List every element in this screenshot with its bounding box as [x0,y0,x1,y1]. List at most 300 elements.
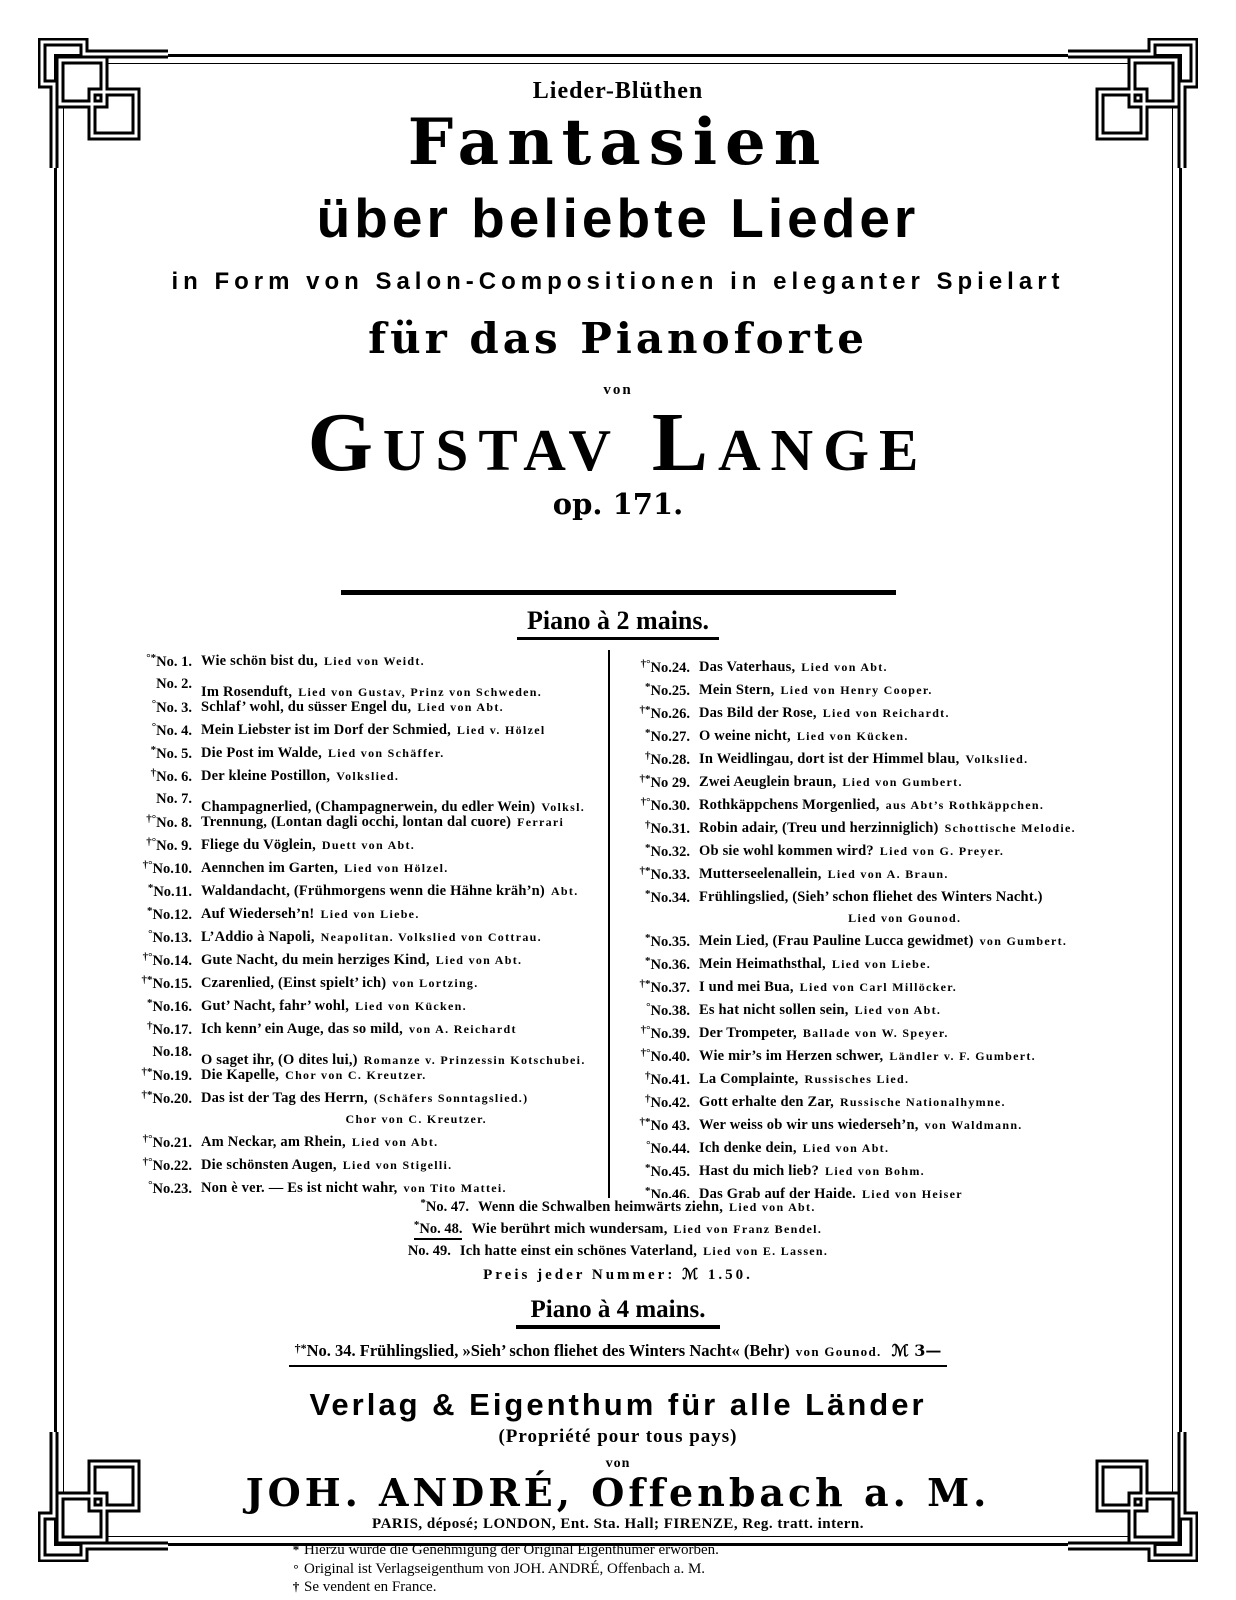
entry-number-group [620,977,690,1000]
catalog [122,650,1116,1198]
catalog-entry [620,794,1116,817]
entry-title: Aennchen im Garten, [201,860,339,876]
entry-number: No.17. [152,1022,192,1038]
catalog-extra-rows [0,1196,1236,1262]
entry-title: Wie schön bist du, [201,653,318,669]
entry-title: Die schönsten Augen, [201,1157,337,1173]
two-hands-heading: Piano à 2 mains. [517,606,719,640]
entry-number-group [620,887,690,910]
footnote-marker: * [413,1219,420,1231]
entry-number-group [620,1000,690,1023]
entry-number-group [122,973,192,996]
footnote-marker: †° [640,658,651,670]
byline-von: von [603,382,633,398]
entry-composer: Lied v. Hölzel [456,723,546,737]
footnote-marker: †* [141,1066,153,1078]
publisher-rights-sub: (Propriété pour tous pays) [498,1426,738,1447]
entry-number-group [122,1132,192,1155]
entry-number-group [122,1088,192,1111]
entry-number: No.39. [650,1026,690,1042]
footnote-marker: * [645,727,651,739]
entry-number: No.15. [152,976,192,992]
entry-number-group [620,772,690,795]
composer-name: Gustav Lange [307,396,929,489]
entry-number-group [408,1240,451,1262]
price-line: Preis jeder Nummer: ℳ 1.50. [483,1267,753,1283]
entry-title: Fliege du Vöglein, [201,837,316,853]
entry-continuation: Chor von C. Kreutzer. [345,1112,487,1126]
catalog-entry [122,995,608,1018]
entry-number-group [620,657,690,680]
entry-title: O weine nicht, [699,728,791,744]
catalog-entry [0,1218,1236,1240]
entry-number-group [620,1092,690,1115]
footnote-marker: * [645,932,651,944]
footnote-marker: † [292,1579,300,1594]
entry-title: Gott erhalte den Zar, [699,1094,834,1110]
footnote-marker: * [645,1185,651,1197]
entry-composer: Lied von Liebe. [320,907,420,921]
entry-number: No. 6. [156,769,192,785]
entry-title: Czarenlied, (Einst spielt’ ich) [201,975,387,991]
entry-title: Mutterseelenallein, [699,866,822,882]
entry-composer: Lied von Abt. [417,700,504,714]
entry-number: No.12. [152,907,192,923]
entry-number-group [414,1218,463,1240]
entry-number: No.24. [650,660,690,676]
entry-number-group [122,766,192,789]
entry-number-group [122,697,192,720]
entry-number-group [122,812,192,835]
four-hands-heading: Piano à 4 mains. [516,1296,719,1329]
catalog-entry [122,903,608,926]
catalog-entry [122,696,608,719]
entry-title: Die Post im Walde, [201,745,322,761]
horizontal-rule [341,590,896,595]
instrument-line: für das Pianoforte [368,314,868,363]
footnote-marker: †° [142,1133,153,1145]
catalog-entry [122,719,608,742]
entry-number: No.44. [650,1141,690,1157]
footnote-marker: † [147,1020,153,1032]
entry-number-group [620,1023,690,1046]
entry-number-group [620,931,690,954]
entry-composer: Romanze v. Prinzessin Kotschubei. [363,1053,586,1067]
entry-number: No.45. [650,1164,690,1180]
entry-price: ℳ 3— [891,1341,942,1360]
entry-number-group [620,795,690,818]
entry-composer: Lied von Abt. [435,953,523,967]
entry-number: No.42. [650,1095,690,1111]
footnote-marker: †* [639,865,651,877]
footnote-marker: †° [142,951,153,963]
catalog-column-right [608,650,1116,1198]
footnote [288,1560,948,1579]
catalog-entry [620,930,1116,953]
entry-title: Im Rosenduft, [201,684,293,700]
entry-title: Gute Nacht, du mein herziges Kind, [201,952,430,968]
entry-number: No.32. [650,844,690,860]
footnote-marker: †* [141,974,153,986]
entry-title: Schlaf’ wohl, du süsser Engel du, [201,699,412,715]
entry-number-group [620,703,690,726]
entry-number: No. 4. [156,723,192,739]
entry-title: Es hat nicht sollen sein, [699,1002,849,1018]
header [0,78,1236,521]
catalog-entry [620,976,1116,999]
catalog-entry [122,1131,608,1154]
entry-title: Das Bild der Rose, [699,705,817,721]
entry-number: No. 3. [156,700,192,716]
entry-number-group [620,680,690,703]
entry-title: Wer weiss ob wir uns wiederseh’n, [699,1117,919,1133]
entry-composer: Ballade von W. Speyer. [802,1026,949,1040]
entry-title: L’Addio à Napoli, [201,929,315,945]
footnote-marker: †* [639,773,651,785]
entry-number-group [620,954,690,977]
entry-title: La Complainte, [699,1071,799,1087]
footnote-text: Se vendent en France. [304,1579,437,1595]
catalog-entry [620,702,1116,725]
form-line: in Form von Salon-Compositionen in eleganter Spielart [171,268,1065,295]
entry-title: Non è ver. — Es ist nicht wahr, [201,1180,398,1196]
entry-title: Gut’ Nacht, fahr’ wohl, [201,998,350,1014]
entry-number: No. 8. [156,815,192,831]
footnote-marker: * [645,1162,651,1174]
footnote-marker: * [645,955,651,967]
entry-title: Das Grab auf der Haide. [699,1186,856,1198]
catalog-entry [620,999,1116,1022]
entry-composer: Russische Nationalhymne. [839,1095,1006,1109]
entry-composer: Lied von Gumbert. [842,775,963,789]
catalog-entry [0,1196,1236,1218]
catalog-entry [122,650,608,673]
entry-number: No. 34. [306,1341,360,1360]
entry-composer: Lied von Abt. [854,1003,942,1017]
footnote-marker: °* [146,652,157,664]
catalog-entry [122,834,608,857]
entry-title: Die Kapelle, [201,1067,280,1083]
entry-number: No.25. [650,683,690,699]
entry-title: Mein Heimathsthal, [699,956,826,972]
footnote-marker: †° [146,813,157,825]
entry-title: Am Neckar, am Rhein, [201,1134,346,1150]
footnote-marker: †* [639,978,651,990]
catalog-entry [620,1022,1116,1045]
entry-composer: Ländler v. F. Gumbert. [889,1049,1036,1063]
catalog-entry [122,1177,608,1198]
entry-title: Ich hatte einst ein schönes Vaterland, [459,1243,698,1259]
entry-number: No.16. [152,999,192,1015]
entry-number-group [122,720,192,743]
section-divider [0,590,1236,640]
footnote-marker: ° [151,698,157,710]
entry-number-group [122,1041,192,1064]
entry-title: Mein Liebster ist im Dorf der Schmied, [201,722,451,738]
entry-composer: Volksl. [541,800,586,814]
entry-number-group [620,749,690,772]
footnote-marker: † [150,767,157,779]
catalog-entry [122,765,608,788]
series-title: Lieder-Blüthen [532,78,704,104]
entry-composer: Lied von Carl Millöcker. [799,980,958,994]
entry-title: Frühlingslied, »Sieh’ schon fliehet des Winters Nacht« (Behr) [359,1341,790,1360]
entry-number: No.21. [152,1135,192,1151]
entry-number: No.11. [153,884,192,900]
footnote-marker: †° [142,1156,153,1168]
entry-title: Zwei Aeuglein braun, [699,774,837,790]
entry-title: Auf Wiederseh’n! [201,906,315,922]
footnote [288,1578,948,1597]
entry-composer: von Gounod. [795,1344,882,1359]
catalog-entry [620,1091,1116,1114]
entry-number-group [122,858,192,881]
entry-number-group [122,835,192,858]
entry-number: No.18. [152,1044,192,1060]
entry-number: No.36. [650,957,690,973]
entry-number: No.30. [650,798,690,814]
entry-composer: von Tito Mattei. [403,1181,507,1195]
entry-number-group [620,864,690,887]
entry-composer: Volkslied. [965,752,1029,766]
catalog-entry [620,656,1116,679]
entry-number-group [122,743,192,766]
entry-composer: Lied von Weidt. [323,654,425,668]
entry-composer: Lied von Abt. [729,1200,816,1214]
catalog-entry [620,1160,1116,1183]
entry-composer: Lied von G. Preyer. [879,844,1005,858]
footnote-marker: * [292,1542,300,1557]
catalog-entry [620,953,1116,976]
catalog-entry [122,972,608,995]
entry-number: No.28. [650,752,690,768]
entry-composer: Lied von Henry Cooper. [780,683,933,697]
catalog-entry [0,1240,1236,1262]
entry-title: I und mei Bua, [699,979,794,995]
footnote-marker: * [147,905,153,917]
entry-composer: Ferrari [517,815,565,829]
entry-number: No.40. [650,1049,690,1065]
footnote-marker: * [150,744,157,756]
catalog-entry [122,880,608,903]
catalog-entry [122,742,608,765]
entry-composer: Lied von E. Lassen. [703,1244,829,1258]
entry-number: No.14. [152,953,192,969]
entry-composer: Schottische Melodie. [944,821,1076,835]
entry-number: No. 48. [419,1221,463,1237]
catalog-entry [122,857,608,880]
entry-number-group [620,841,690,864]
catalog-entry [122,1154,608,1177]
catalog-entry [620,1114,1116,1137]
entry-composer: Lied von Abt. [801,660,888,674]
footnote-marker: †* [639,1116,651,1128]
entry-title: Das Vaterhaus, [699,659,796,675]
subtitle: über beliebte Lieder [316,187,920,249]
entry-number-group [620,1161,690,1184]
footnote-marker: † [645,819,651,831]
entry-number-group [420,1196,469,1218]
entry-number-group [122,1155,192,1178]
entry-number: No.33. [650,867,690,883]
footnote-marker: * [645,681,651,693]
footnote-marker: * [147,882,154,894]
entry-composer: Lied von Bohm. [825,1164,925,1178]
entry-number-group [122,904,192,927]
entry-composer: (Schäfers Sonntagslied.) [373,1091,529,1105]
entry-number-group [122,950,192,973]
entry-composer: von A. Reichardt [408,1022,517,1036]
entry-number-group [620,1115,690,1138]
entry-number-group [122,788,192,811]
entry-number: No. 2. [156,676,192,692]
entry-composer: Neapolitan. Volkslied von Cottrau. [320,930,542,944]
entry-number: No. 1. [156,654,192,670]
entry-number-group [620,1046,690,1069]
entry-number: No.20. [152,1091,192,1107]
footnote-marker: †* [141,1089,153,1101]
four-hands-entry [289,1341,948,1367]
opus-number: op. 171. [552,487,684,521]
entry-number: No 43. [650,1118,690,1134]
footnotes [288,1541,948,1597]
entry-composer: Lied von Kücken. [355,999,467,1013]
catalog-entry [620,1068,1116,1091]
footnote-marker: †* [639,704,651,716]
footnote-marker: ° [148,928,153,940]
footnote [288,1541,948,1560]
catalog-entry [620,1137,1116,1160]
entry-title: Wie mir’s im Herzen schwer, [699,1048,884,1064]
entry-title: Trennung, (Lontan dagli occhi, lontan dal cuore) [201,814,512,830]
entry-number: No.34. [650,890,690,906]
catalog-entry [122,1018,608,1041]
entry-number: No.23. [152,1181,192,1197]
entry-number: No. 5. [156,746,192,762]
entry-title: Robin adair, (Treu und herzinniglich) [699,820,939,836]
publisher-name: JOH. ANDRÉ, Offenbach a. M. [245,1470,991,1515]
entry-number: No.10. [152,861,192,877]
footnote-marker: † [645,1070,651,1082]
entry-title: Waldandacht, (Frühmorgens wenn die Hähne kräh’n) [201,883,545,899]
catalog-entry [620,817,1116,840]
entry-composer: Lied von Abt. [802,1141,890,1155]
publisher-byline: von [605,1456,631,1471]
entry-number-group [122,1178,192,1198]
entry-number: No.26. [650,706,690,722]
footnote-marker: ° [148,1179,153,1191]
entry-title: Ob sie wohl kommen wird? [699,843,874,859]
entry-composer: Lied von Liebe. [831,957,932,971]
entry-composer: Abt. [550,884,579,898]
entry-number-group [122,651,192,674]
catalog-entry [122,811,608,834]
catalog-entry [122,788,608,815]
entry-number-group [620,818,690,841]
catalog-entry [122,949,608,972]
entry-title: Wie berührt mich wundersam, [471,1221,668,1237]
catalog-entry [122,1041,608,1068]
catalog-entry [122,1087,608,1110]
entry-number-group [122,673,192,696]
entry-number-group [122,927,192,950]
entry-composer: Lied von Gustav, Prinz von Schweden. [298,685,543,699]
entry-number: No. 9. [156,838,192,854]
catalog-entry [620,725,1116,748]
entry-title: Rothkäppchens Morgenlied, [699,797,880,813]
entry-number-group [122,996,192,1019]
entry-title: Champagnerlied, (Champagnerwein, du edler Wein) [201,799,536,815]
entry-title: Der kleine Postillon, [201,768,331,784]
entry-composer: Lied von Heiser [862,1187,963,1198]
publisher-cities-line: PARIS, déposé; LONDON, Ent. Sta. Hall; FIRENZE, Reg. tratt. intern. [372,1516,864,1532]
footnote-marker: †° [640,1047,651,1059]
footnote-marker: †* [294,1341,307,1355]
entry-number: No.38. [650,1003,690,1019]
entry-composer: Volkslied. [336,769,400,783]
entry-composer: aus Abt’s Rothkäppchen. [885,798,1045,812]
entry-composer: Lied von Schäffer. [327,746,445,760]
entry-title: Hast du mich lieb? [699,1163,820,1179]
entry-number: No.31. [650,821,690,837]
entry-title: Mein Stern, [699,682,775,698]
entry-number: No. 7. [156,791,192,807]
entry-composer: Lied von Stigelli. [342,1158,453,1172]
entry-number-group [122,1019,192,1042]
footnote-marker: †° [640,1024,651,1036]
entry-number: No.46. [650,1187,690,1198]
catalog-column-left [122,650,608,1198]
entry-composer: Chor von C. Kreutzer. [285,1068,427,1082]
footnote-marker: * [420,1197,426,1209]
footnote-marker: * [147,997,153,1009]
catalog-entry [620,1045,1116,1068]
entry-number-group [620,1069,690,1092]
entry-number: No.37. [650,980,690,996]
entry-title: Das ist der Tag des Herrn, [201,1090,368,1106]
entry-number: No 29. [650,775,690,791]
catalog-entry [620,886,1116,909]
entry-number: No.41. [650,1072,690,1088]
entry-composer: von Lortzing. [392,976,479,990]
entry-title: Ich denke dein, [699,1140,797,1156]
entry-composer: Lied von Abt. [351,1135,439,1149]
entry-number-group [122,1065,192,1088]
footnote-marker: ° [646,1139,651,1151]
catalog-entry [620,863,1116,886]
entry-composer: Lied von Franz Bendel. [673,1222,823,1236]
footnote-marker: † [645,1093,651,1105]
entry-title: Der Trompeter, [699,1025,797,1041]
catalog-entry [620,840,1116,863]
entry-number-group [620,726,690,749]
entry-number: No.19. [152,1068,192,1084]
catalog-entry [122,1064,608,1087]
main-title: Fantasien [407,105,829,180]
footnote-text: Hierzu wurde die Genehmigung der Original Eigenthümer erworben. [304,1542,719,1558]
publisher-rights-line: Verlag & Eigenthum für alle Länder [309,1387,927,1422]
entry-composer: von Waldmann. [924,1118,1023,1132]
entry-number: No.35. [650,934,690,950]
catalog-entry [620,679,1116,702]
footnote-marker: †° [640,796,651,808]
footnote-marker: ° [151,721,157,733]
footnote-marker: † [645,750,651,762]
entry-composer: Lied von Kücken. [796,729,909,743]
entry-title: Ich kenn’ ein Auge, das so mild, [201,1021,403,1037]
footnote-marker: * [645,888,651,900]
entry-title: Wenn die Schwalben heimwärts ziehn, [477,1199,724,1215]
